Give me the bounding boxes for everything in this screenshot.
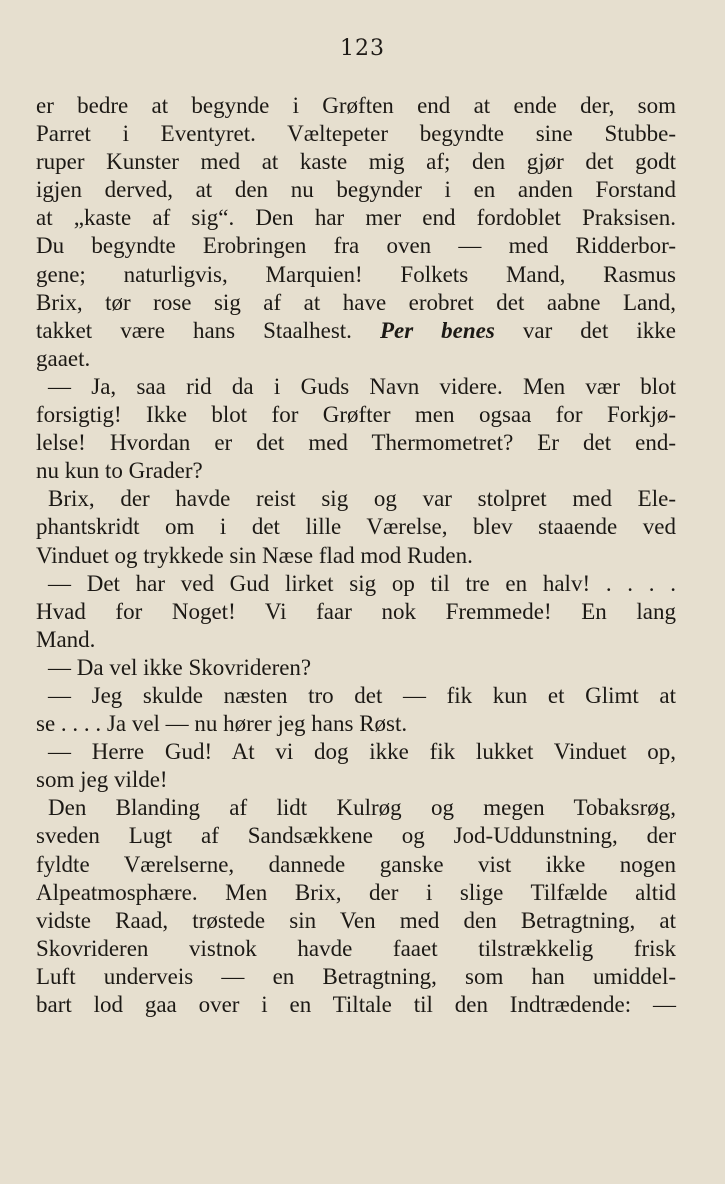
text-line: se . . . . Ja vel — nu hører jeg hans Røst. bbox=[36, 711, 408, 737]
text-line: — Jeg skulde næsten tro det — fik kun et Glimt at bbox=[48, 682, 676, 708]
text-line: ruper Kunster med at kaste mig af; den gjør det godt bbox=[36, 149, 676, 175]
text-line: Mand. bbox=[36, 626, 96, 652]
text-line: Alpeatmosphære. Men Brix, der i slige Tilfælde altid bbox=[36, 879, 676, 905]
italic-text: Per benes bbox=[379, 317, 495, 343]
text-line: Parret i Eventyret. Væltepeter begyndte sine Stubbe- bbox=[36, 121, 676, 147]
text-line: Brix, tør rose sig af at have erobret det aabne Land, bbox=[36, 289, 676, 315]
text-line: — Da vel ikke Skovrideren? bbox=[48, 654, 312, 680]
text-line: Du begyndte Erobringen fra oven — med Ridderbor- bbox=[36, 233, 676, 259]
text-line: fyldte Værelserne, dannede ganske vist ikke nogen bbox=[36, 851, 676, 877]
text-line: er bedre at begynde i Grøften end at ende der, som bbox=[36, 93, 676, 118]
text-line: igjen derved, at den nu begynder i en anden Forstand bbox=[36, 177, 676, 203]
text-line: Den Blanding af lidt Kulrøg og megen Tobaksrøg, bbox=[48, 795, 676, 821]
text-line: — Herre Gud! At vi dog ikke fik lukket Vinduet op, bbox=[48, 739, 676, 765]
text-line: nu kun to Grader? bbox=[36, 458, 203, 484]
text-line: bart lod gaa over i en Tiltale til den Indtrædende: — bbox=[36, 992, 676, 1017]
text-line: som jeg vilde! bbox=[36, 767, 168, 793]
text-line: Brix, der havde reist sig og var stolpret med Ele- bbox=[48, 486, 676, 512]
page-number: 123 bbox=[340, 36, 385, 61]
text-line: — Det har ved Gud lirket sig op til tre en halv! . . . . bbox=[48, 570, 676, 596]
text-segment: var det ikke bbox=[494, 317, 676, 343]
text-line: forsigtig! Ikke blot for Grøfter men ogsaa for Forkjø- bbox=[36, 402, 676, 428]
text-line: phantskridt om i det lille Værelse, blev staaende ved bbox=[36, 514, 676, 540]
text-line: gene; naturligvis, Marquien! Folkets Mand, Rasmus bbox=[36, 261, 676, 287]
text-line: sveden Lugt af Sandsækkene og Jod-Uddunstning, der bbox=[36, 823, 676, 849]
text-segment: takket være hans Staalhest. bbox=[36, 317, 380, 343]
text-line: Hvad for Noget! Vi faar nok Fremmede! En lang bbox=[36, 598, 676, 624]
text-line: Vinduet og trykkede sin Næse flad mod Ruden. bbox=[36, 542, 473, 568]
text-line: at „kaste af sig“. Den har mer end fordoblet Praksisen. bbox=[36, 205, 676, 231]
text-line: lelse! Hvordan er det med Thermometret? Er det end- bbox=[36, 430, 676, 456]
text-line: Luft underveis — en Betragtning, som han umiddel- bbox=[36, 963, 676, 989]
text-line: vidste Raad, trøstede sin Ven med den Betragtning, at bbox=[36, 907, 676, 933]
text-line: gaaet. bbox=[36, 345, 91, 371]
text-line bbox=[36, 317, 676, 345]
text-line: — Ja, saa rid da i Guds Navn videre. Men vær blot bbox=[48, 373, 676, 399]
body-text bbox=[36, 92, 676, 1019]
text-line: Skovrideren vistnok havde faaet tilstrækkelig frisk bbox=[36, 935, 676, 961]
